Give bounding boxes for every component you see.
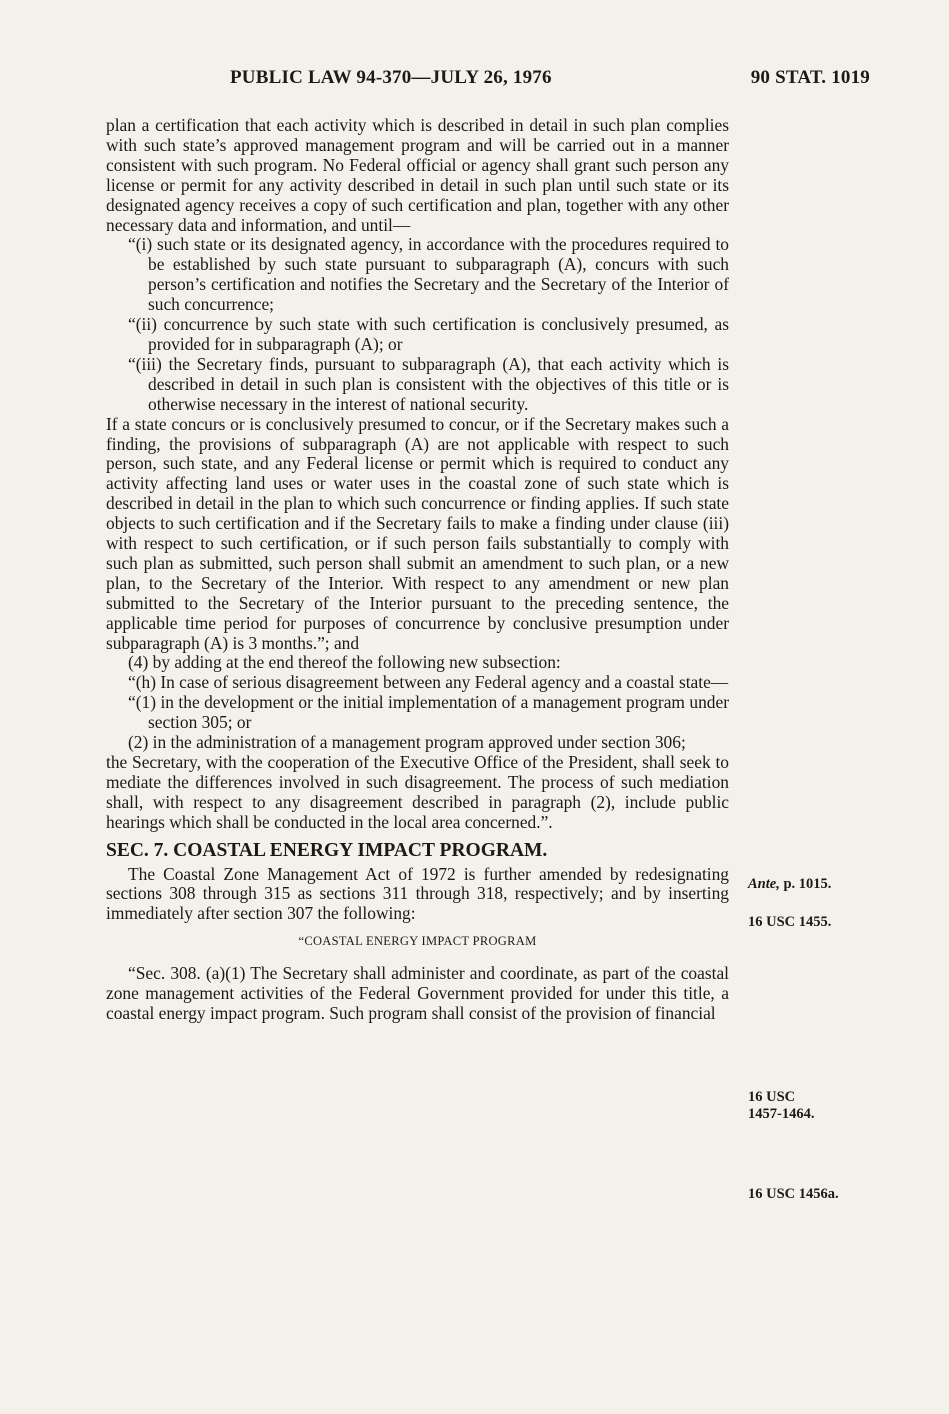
margin-note-usc-1456a: 16 USC 1456a. <box>748 1186 839 1202</box>
margin-note-ante-italic: Ante, <box>748 876 780 892</box>
margin-note-usc-1457-a: 16 USC <box>748 1089 796 1105</box>
paragraph: “Sec. 308. (a)(1) The Secretary shall administer and coordinate, as part of the coastal zone management activities of the Federal Government provided for under this title, a coastal energy impact program. Such program shall consist of the provision of financial <box>106 963 729 1023</box>
document-body <box>106 116 729 1024</box>
margin-note-ante-page: p. 1015. <box>779 876 832 892</box>
margin-note-usc-1455: 16 USC 1455. <box>748 914 832 930</box>
clause-iii: “(iii) the Secretary finds, pursuant to subparagraph (A), that each activity which is described in detail in such plan is consistent with the objectives of this title or is otherwise necessary in the interest of national security. <box>128 353 729 414</box>
subsection-h: “(h) In case of serious disagreement between any Federal agency and a coastal state— <box>128 672 729 693</box>
paragraph: If a state concurs or is conclusively presumed to concur, or if the Secretary makes such a finding, the provisions of subparagraph (A) are not applicable with respect to such person, such state, and any Federal license or permit which is required to conduct any activity affecting land uses or water uses in the coastal zone of such state which is described in detail in the plan to which such concurrence or finding applies. If such state objects to such certification and if the Secretary fails to make a finding under clause (iii) with respect to such certification, or if such person fails substantially to comply with such plan as submitted, such person shall submit an amendment to such plan, or a new plan, to the Secretary of the Interior. With respect to any amendment or new plan submitted to the Secretary of the Interior pursuant to the preceding sentence, the applicable time period for purposes of concurrence by conclusive presumption under subparagraph (A) is 3 months.”; and <box>106 413 729 653</box>
stat-page-number: 90 STAT. 1019 <box>750 67 870 88</box>
clause-1: “(1) in the development or the initial implementation of a management program under section 305; or <box>128 692 729 733</box>
subheading: “COASTAL ENERGY IMPACT PROGRAM <box>298 934 537 949</box>
paragraph: The Coastal Zone Management Act of 1972 is further amended by redesignating sections 308 through 315 as sections 311 through 318, respectively; and by inserting immediately after section 307 the following: <box>106 863 729 924</box>
page-title: PUBLIC LAW 94-370—JULY 26, 1976 <box>230 67 552 88</box>
paragraph: plan a certification that each activity which is described in detail in such plan complies with such state’s approved management program and will be carried out in a manner consistent with such program. No Federal official or agency shall grant such person any license or permit for any activity described in detail in such plan until such state or its designated agency receives a copy of such certification and plan, together with any other necessary data and information, and until— <box>106 115 729 235</box>
margin-note-ante <box>748 876 878 893</box>
paragraph: the Secretary, with the cooperation of the Executive Office of the President, shall seek to mediate the differences involved in such disagreement. The process of such mediation shall, with respect to any disagreement described in paragraph (2), include public hearings which shall be conducted in the local area concerned.”. <box>106 752 729 832</box>
page-header <box>230 67 870 91</box>
paragraph: (4) by adding at the end thereof the following new subsection: <box>128 652 561 673</box>
margin-note-usc-1457-b: 1457-1464. <box>748 1106 815 1122</box>
section-heading: SEC. 7. COASTAL ENERGY IMPACT PROGRAM. <box>106 839 548 861</box>
clause-2: (2) in the administration of a management program approved under section 306; <box>128 732 686 753</box>
clause-ii: “(ii) concurrence by such state with such certification is conclusively presumed, as provided for in subparagraph (A); or <box>128 314 729 354</box>
clause-i: “(i) such state or its designated agency, in accordance with the procedures required to be established by such state pursuant to subparagraph (A), concurs with such person’s certification and notifies the Secretary and the Secretary of the Interior of such concurrence; <box>128 234 729 315</box>
